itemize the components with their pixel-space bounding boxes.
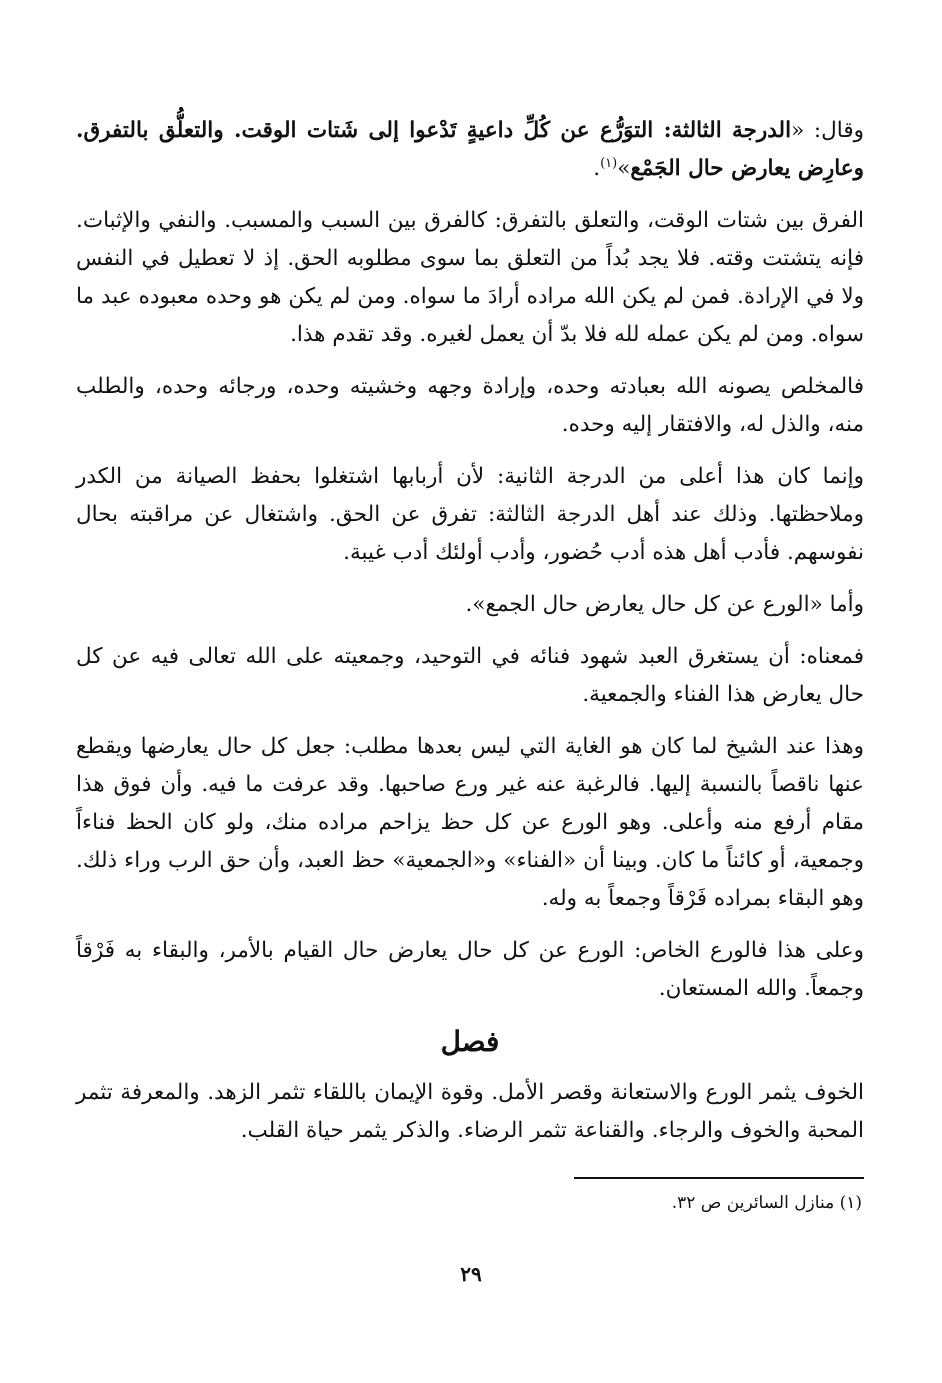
quoted-text: الدرجة الثالثة: التوَرُّع عن كُلِّ داعيةٍ تَدْعوا إلى شَتات الوقت. والتعلُّق بالتفرق. وعارِض يعارض حال الجَمْع xyxy=(76,118,864,181)
page-number: ٢٩ xyxy=(460,1262,482,1286)
quote-trail: » xyxy=(617,156,631,181)
section-heading: فصل xyxy=(440,1025,500,1058)
paragraph: فمعناه: أن يستغرق العبد شهود فنائه في التوحيد، وجمعيته على الله تعالى فيه عن كل حال يعارض هذا الفناء والجمعية. xyxy=(76,644,864,707)
paragraph: وإنما كان هذا أعلى من الدرجة الثانية: لأن أربابها اشتغلوا بحفظ الصيانة من الكدر وملاحظتها. وذلك عند أهل الدرجة الثالثة: تفرق عن الحق. واشتغال عن مراقبته بحال نفوسهم. فأدب أهل هذه أدب حُضور، وأدب أولئك أدب غيبة. xyxy=(76,464,864,565)
main-text xyxy=(76,112,864,1008)
paragraph: الفرق بين شتات الوقت، والتعلق بالتفرق: كالفرق بين السبب والمسبب. والنفي والإثبات. فإنه يتشتت وقته. فلا يجد بُداً من التعلق بما سوى مطلوبه الحق. إذ لا تعطيل في النفس ولا في الإرادة. فمن لم يكن الله مراده أرادَ ما سواه. ومن لم يكن هو وحده معبوده عبد ما سواه. ومن لم يكن عمله لله فلا بدّ أن يعمل لغيره. وقد تقدم هذا. xyxy=(76,208,864,347)
paragraph: الخوف يثمر الورع والاستعانة وقصر الأمل. وقوة الإيمان باللقاء تثمر الزهد. والمعرفة تثمر المحبة والخوف والرجاء. والقناعة تثمر الرضاء. والذكر يثمر حياة القلب. xyxy=(76,1080,864,1143)
quote-end: . xyxy=(593,156,601,181)
footnote-divider xyxy=(574,1177,864,1179)
section-text xyxy=(76,1074,864,1150)
paragraph: فالمخلص يصونه الله بعبادته وحده، وإرادة وجهه وخشيته وحده، ورجائه وحده، والطلب منه، والذل له، والافتقار إليه وحده. xyxy=(76,374,864,437)
paragraph-quote xyxy=(76,112,864,188)
footnote: (١) منازل السائرين ص ٣٢. xyxy=(671,1193,862,1213)
footnote-ref: (١) xyxy=(600,155,618,171)
paragraph: وهذا عند الشيخ لما كان هو الغاية التي ليس بعدها مطلب: جعل كل حال يعارضها ويقطع عنها ناقصاً بالنسبة إليها. فالرغبة عنه غير ورع صاحبها. وقد عرفت ما فيه. وأن فوق هذا مقام أرفع منه وأعلى. وهو الورع عن كل حظ يزاحم مراده منك، ولو كان الحظ فناءاً وجمعية، أو كائناً ما كان. وبينا أن «الفناء» و«الجمعية» حظ العبد، وأن حق الرب وراء ذلك. وهو البقاء بمراده فَرْقاً وجمعاً به وله. xyxy=(76,734,864,911)
paragraph: وعلى هذا فالورع الخاص: الورع عن كل حال يعارض حال القيام بالأمر، والبقاء به فَرْقاً وجمعاً. والله المستعان. xyxy=(76,938,864,1001)
quote-lead: وقال: « xyxy=(791,118,864,143)
paragraph: وأما «الورع عن كل حال يعارض حال الجمع». xyxy=(465,592,864,617)
